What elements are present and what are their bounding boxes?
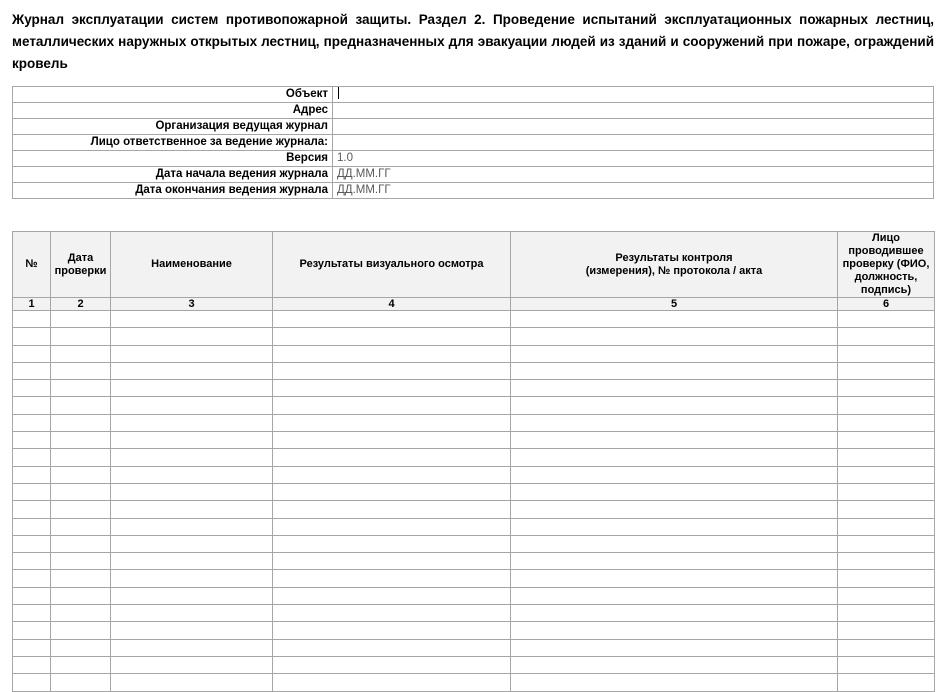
info-row-value[interactable] bbox=[333, 119, 934, 135]
table-cell[interactable] bbox=[511, 345, 838, 362]
table-row bbox=[13, 483, 935, 500]
table-cell[interactable] bbox=[51, 587, 111, 604]
inspection-log-body bbox=[13, 311, 935, 692]
table-row bbox=[13, 449, 935, 466]
info-row-value[interactable] bbox=[333, 87, 934, 103]
table-cell[interactable] bbox=[838, 466, 935, 483]
table-cell[interactable] bbox=[511, 397, 838, 414]
inspection-log-header-cell bbox=[13, 232, 51, 298]
info-row bbox=[13, 119, 934, 135]
table-cell[interactable] bbox=[51, 553, 111, 570]
info-row bbox=[13, 135, 934, 151]
info-row-label: Лицо ответственное за ведение журнала: bbox=[13, 135, 333, 151]
table-cell[interactable] bbox=[273, 397, 511, 414]
table-cell[interactable] bbox=[111, 605, 273, 622]
table-row bbox=[13, 535, 935, 552]
table-row bbox=[13, 656, 935, 673]
table-cell[interactable] bbox=[273, 362, 511, 379]
table-cell[interactable] bbox=[13, 432, 51, 449]
info-row bbox=[13, 151, 934, 167]
info-row-value[interactable] bbox=[333, 103, 934, 119]
inspection-log-header-row bbox=[13, 232, 935, 298]
table-cell[interactable] bbox=[511, 639, 838, 656]
table-row bbox=[13, 328, 935, 345]
table-cell[interactable] bbox=[111, 518, 273, 535]
table-cell[interactable] bbox=[13, 328, 51, 345]
table-cell[interactable] bbox=[13, 622, 51, 639]
table-cell[interactable] bbox=[111, 570, 273, 587]
table-cell[interactable] bbox=[838, 518, 935, 535]
table-cell[interactable] bbox=[111, 380, 273, 397]
table-cell[interactable] bbox=[273, 380, 511, 397]
table-row bbox=[13, 570, 935, 587]
table-cell[interactable] bbox=[838, 311, 935, 328]
inspection-log-header-cell bbox=[51, 232, 111, 298]
table-cell[interactable] bbox=[13, 570, 51, 587]
table-cell[interactable] bbox=[111, 587, 273, 604]
table-cell[interactable] bbox=[273, 414, 511, 431]
table-cell[interactable] bbox=[511, 674, 838, 691]
table-cell[interactable] bbox=[511, 587, 838, 604]
table-cell[interactable] bbox=[13, 397, 51, 414]
table-cell[interactable] bbox=[111, 674, 273, 691]
inspection-log-header-cell bbox=[111, 232, 273, 298]
table-cell[interactable] bbox=[838, 639, 935, 656]
column-number-cell: 3 bbox=[111, 298, 273, 311]
table-row bbox=[13, 587, 935, 604]
table-cell[interactable] bbox=[51, 380, 111, 397]
table-cell[interactable] bbox=[13, 605, 51, 622]
table-cell[interactable] bbox=[13, 553, 51, 570]
table-cell[interactable] bbox=[838, 501, 935, 518]
table-cell[interactable] bbox=[511, 622, 838, 639]
table-cell[interactable] bbox=[838, 362, 935, 379]
table-cell[interactable] bbox=[273, 432, 511, 449]
table-cell[interactable] bbox=[838, 535, 935, 552]
table-cell[interactable] bbox=[511, 570, 838, 587]
table-cell[interactable] bbox=[13, 311, 51, 328]
table-cell[interactable] bbox=[13, 587, 51, 604]
header-cell-line: Наименование bbox=[151, 258, 232, 270]
table-row bbox=[13, 311, 935, 328]
table-cell[interactable] bbox=[51, 414, 111, 431]
header-cell-line: (измерения), № протокола / акта bbox=[585, 264, 763, 277]
table-cell[interactable] bbox=[838, 656, 935, 673]
info-row-value[interactable]: ДД.ММ.ГГ bbox=[333, 167, 934, 183]
table-cell[interactable] bbox=[273, 605, 511, 622]
table-cell[interactable] bbox=[273, 535, 511, 552]
table-row bbox=[13, 553, 935, 570]
inspection-log-header-cell bbox=[511, 232, 838, 298]
info-row-label: Версия bbox=[13, 151, 333, 167]
table-cell[interactable] bbox=[511, 466, 838, 483]
table-cell[interactable] bbox=[838, 622, 935, 639]
table-cell[interactable] bbox=[511, 605, 838, 622]
inspection-log-header-cell bbox=[838, 232, 935, 298]
table-cell[interactable] bbox=[511, 501, 838, 518]
table-cell[interactable] bbox=[13, 449, 51, 466]
table-cell[interactable] bbox=[111, 639, 273, 656]
header-cell-line: должность, подпись) bbox=[854, 271, 918, 296]
table-cell[interactable] bbox=[273, 311, 511, 328]
table-cell[interactable] bbox=[13, 466, 51, 483]
page-title: Журнал эксплуатации систем противопожарной защиты. Раздел 2. Проведение испытаний эксплуатационных пожарных лестниц, металлических наружных открытых лестниц, предназначенных для эвакуации людей из зданий и сооружений при пожаре, ограждений кровель bbox=[12, 12, 934, 71]
table-cell[interactable] bbox=[838, 432, 935, 449]
table-cell[interactable] bbox=[838, 674, 935, 691]
column-number-cell: 2 bbox=[51, 298, 111, 311]
table-row bbox=[13, 501, 935, 518]
info-row bbox=[13, 167, 934, 183]
column-number-cell: 1 bbox=[13, 298, 51, 311]
table-cell[interactable] bbox=[111, 622, 273, 639]
table-cell[interactable] bbox=[273, 656, 511, 673]
table-cell[interactable] bbox=[511, 483, 838, 500]
table-cell[interactable] bbox=[511, 362, 838, 379]
table-cell[interactable] bbox=[51, 674, 111, 691]
table-cell[interactable] bbox=[511, 414, 838, 431]
table-cell[interactable] bbox=[13, 483, 51, 500]
table-cell[interactable] bbox=[511, 553, 838, 570]
table-cell[interactable] bbox=[111, 656, 273, 673]
table-cell[interactable] bbox=[511, 311, 838, 328]
table-cell[interactable] bbox=[111, 311, 273, 328]
table-row bbox=[13, 466, 935, 483]
table-cell[interactable] bbox=[838, 570, 935, 587]
column-number-cell: 4 bbox=[273, 298, 511, 311]
table-cell[interactable] bbox=[111, 449, 273, 466]
header-cell-line: Результаты контроля bbox=[615, 251, 733, 264]
table-cell[interactable] bbox=[273, 553, 511, 570]
table-row bbox=[13, 345, 935, 362]
table-row bbox=[13, 518, 935, 535]
journal-info-table bbox=[12, 86, 934, 199]
table-cell[interactable] bbox=[111, 432, 273, 449]
header-cell-line: проверку (ФИО, bbox=[842, 258, 930, 270]
table-cell[interactable] bbox=[838, 605, 935, 622]
table-cell[interactable] bbox=[51, 397, 111, 414]
table-cell[interactable] bbox=[111, 535, 273, 552]
inspection-log-head bbox=[13, 232, 935, 311]
info-row-value[interactable] bbox=[333, 135, 934, 151]
inspection-log-column-number-row bbox=[13, 298, 935, 311]
table-cell[interactable] bbox=[111, 345, 273, 362]
table-cell[interactable] bbox=[511, 535, 838, 552]
table-cell[interactable] bbox=[51, 622, 111, 639]
header-cell-line: Лицо проводившее bbox=[848, 232, 924, 257]
table-cell[interactable] bbox=[51, 639, 111, 656]
table-cell[interactable] bbox=[838, 414, 935, 431]
info-row-label: Организация ведущая журнал bbox=[13, 119, 333, 135]
table-row bbox=[13, 397, 935, 414]
column-number-cell: 6 bbox=[838, 298, 935, 311]
table-cell[interactable] bbox=[51, 449, 111, 466]
table-row bbox=[13, 432, 935, 449]
table-cell[interactable] bbox=[111, 414, 273, 431]
table-cell[interactable] bbox=[273, 639, 511, 656]
info-row bbox=[13, 183, 934, 199]
table-cell[interactable] bbox=[51, 570, 111, 587]
table-cell[interactable] bbox=[51, 432, 111, 449]
table-cell[interactable] bbox=[511, 518, 838, 535]
header-cell-line: Результаты визуального осмотра bbox=[299, 258, 484, 270]
table-cell[interactable] bbox=[51, 328, 111, 345]
table-cell[interactable] bbox=[51, 483, 111, 500]
table-cell[interactable] bbox=[51, 605, 111, 622]
table-cell[interactable] bbox=[51, 535, 111, 552]
table-cell[interactable] bbox=[13, 674, 51, 691]
table-cell[interactable] bbox=[273, 587, 511, 604]
table-row bbox=[13, 362, 935, 379]
table-cell[interactable] bbox=[13, 656, 51, 673]
table-cell[interactable] bbox=[13, 639, 51, 656]
inspection-log-header-cell bbox=[273, 232, 511, 298]
table-cell[interactable] bbox=[511, 380, 838, 397]
info-row bbox=[13, 87, 934, 103]
table-cell[interactable] bbox=[111, 466, 273, 483]
table-cell[interactable] bbox=[111, 328, 273, 345]
table-cell[interactable] bbox=[13, 380, 51, 397]
table-cell[interactable] bbox=[273, 570, 511, 587]
table-cell[interactable] bbox=[838, 345, 935, 362]
table-cell[interactable] bbox=[273, 345, 511, 362]
journal-info-body bbox=[13, 87, 934, 199]
table-row bbox=[13, 674, 935, 691]
table-cell[interactable] bbox=[838, 449, 935, 466]
table-row bbox=[13, 414, 935, 431]
info-row-label: Дата начала ведения журнала bbox=[13, 167, 333, 183]
inspection-log-table bbox=[12, 231, 935, 692]
table-cell[interactable] bbox=[511, 656, 838, 673]
table-cell[interactable] bbox=[838, 553, 935, 570]
table-cell[interactable] bbox=[511, 449, 838, 466]
table-cell[interactable] bbox=[51, 345, 111, 362]
info-row-label: Адрес bbox=[13, 103, 333, 119]
column-number-cell: 5 bbox=[511, 298, 838, 311]
table-cell[interactable] bbox=[51, 656, 111, 673]
table-cell[interactable] bbox=[838, 380, 935, 397]
table-cell[interactable] bbox=[273, 518, 511, 535]
table-cell[interactable] bbox=[838, 587, 935, 604]
table-cell[interactable] bbox=[838, 328, 935, 345]
table-cell[interactable] bbox=[51, 501, 111, 518]
info-row-label: Объект bbox=[13, 87, 333, 103]
table-cell[interactable] bbox=[838, 397, 935, 414]
table-cell[interactable] bbox=[13, 535, 51, 552]
table-cell[interactable] bbox=[111, 501, 273, 518]
info-row-label: Дата окончания ведения журнала bbox=[13, 183, 333, 199]
table-cell[interactable] bbox=[111, 362, 273, 379]
table-row bbox=[13, 639, 935, 656]
table-cell[interactable] bbox=[13, 501, 51, 518]
table-row bbox=[13, 380, 935, 397]
info-row-value[interactable]: 1.0 bbox=[333, 151, 934, 167]
header-cell-line: № bbox=[25, 258, 38, 270]
table-cell[interactable] bbox=[51, 311, 111, 328]
table-cell[interactable] bbox=[13, 518, 51, 535]
table-cell[interactable] bbox=[111, 483, 273, 500]
table-cell[interactable] bbox=[273, 328, 511, 345]
table-cell[interactable] bbox=[273, 466, 511, 483]
table-cell[interactable] bbox=[273, 449, 511, 466]
table-cell[interactable] bbox=[273, 622, 511, 639]
table-cell[interactable] bbox=[51, 362, 111, 379]
table-cell[interactable] bbox=[273, 483, 511, 500]
table-cell[interactable] bbox=[13, 345, 51, 362]
table-cell[interactable] bbox=[511, 328, 838, 345]
table-cell[interactable] bbox=[838, 483, 935, 500]
table-cell[interactable] bbox=[273, 674, 511, 691]
table-cell[interactable] bbox=[111, 553, 273, 570]
table-cell[interactable] bbox=[273, 501, 511, 518]
header-cell-line: Дата bbox=[67, 251, 94, 264]
header-cell-line: проверки bbox=[54, 264, 107, 277]
table-cell[interactable] bbox=[13, 414, 51, 431]
table-cell[interactable] bbox=[13, 362, 51, 379]
table-cell[interactable] bbox=[51, 518, 111, 535]
table-row bbox=[13, 622, 935, 639]
text-cursor-caret bbox=[338, 87, 339, 99]
table-row bbox=[13, 605, 935, 622]
info-row bbox=[13, 103, 934, 119]
info-row-value[interactable]: ДД.ММ.ГГ bbox=[333, 183, 934, 199]
table-cell[interactable] bbox=[51, 466, 111, 483]
table-cell[interactable] bbox=[511, 432, 838, 449]
table-cell[interactable] bbox=[111, 397, 273, 414]
